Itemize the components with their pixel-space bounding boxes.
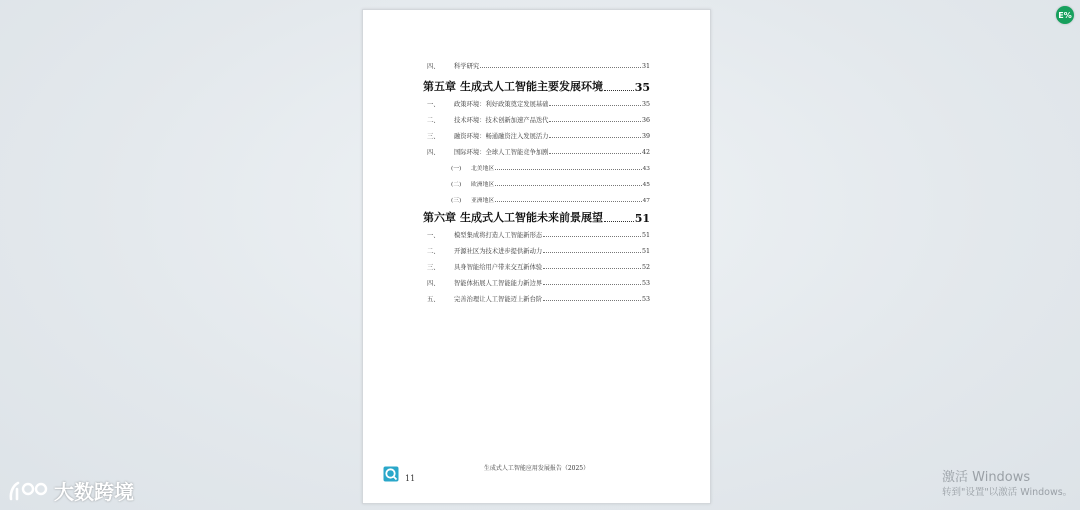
toc-entry-title: 科学研究 [454,63,480,70]
windows-activation-notice [942,470,1072,499]
page-number: 11 [405,474,416,483]
toc-entry-number: 五、 [427,296,440,303]
toc-entry-number: 四、 [427,149,440,156]
toc-subsection-row [451,163,650,172]
toc-entry-page: 43 [642,166,650,172]
toc-entry-page: 53 [641,280,650,287]
windows-activation-hint: 转到"设置"以激活 Windows。 [942,487,1073,498]
toc-dot-leader [543,283,641,285]
toc-entry-title: 智能体拓展人工智能能力新边界 [454,280,543,287]
toc-entry-number: 四、 [427,280,440,287]
toc-entry-title: 亚洲地区 [471,198,495,204]
toc-entry-page: 31 [641,63,650,70]
toc-entry-title: 政策环境：利好政策奠定发展基础 [454,101,549,108]
table-of-contents [363,10,710,503]
toc-entry-number: (二) [451,182,462,188]
toc-dot-leader [495,168,641,170]
toc-dot-leader [549,104,641,106]
toc-entry-title: 模型集成将打造人工智能新形态 [454,232,543,239]
toc-entry-title: 完善治理让人工智能迈上新台阶 [454,296,543,303]
toc-dot-leader [543,299,641,301]
toc-chapter-row [423,78,650,94]
toc-entry-title: 欧洲地区 [471,182,495,188]
toc-entry-page: 36 [641,117,650,124]
toc-section-row [427,147,650,156]
toc-entry-number: 三、 [427,264,440,271]
watermark [8,476,134,505]
toc-dot-leader [604,220,634,222]
toc-entry-page: 52 [641,264,650,271]
toc-entry-title: 北美地区 [471,166,495,172]
toc-entry-number: (三) [451,198,462,204]
toc-dot-leader [543,267,641,269]
toc-entry-number: (一) [451,166,462,172]
toc-subsection-row [451,179,650,188]
toc-entry-page: 45 [642,182,650,188]
toc-entry-page: 51 [634,212,650,225]
toc-section-row [427,278,650,287]
watermark-text: 大数跨境 [54,480,134,504]
toc-entry-number: 四、 [427,63,440,70]
toc-dot-leader [604,89,634,91]
toc-entry-page: 51 [641,248,650,255]
toc-section-row [427,294,650,303]
toc-section-row [427,99,650,108]
toc-dot-leader [549,152,641,154]
toc-entry-page: 51 [641,232,650,239]
toc-section-row [427,246,650,255]
toc-entry-number: 二、 [427,117,440,124]
toc-entry-page: 42 [641,149,650,156]
toc-entry-number: 第六章 [423,211,456,224]
toc-entry-number: 第五章 [423,80,456,93]
toc-dot-leader [543,235,641,237]
windows-activation-title: 激活 Windows [942,470,1031,485]
toc-chapter-row [423,209,650,225]
toc-section-row [427,61,650,70]
toc-entry-page: 53 [641,296,650,303]
toc-section-row [427,262,650,271]
toc-dot-leader [549,136,641,138]
extension-badge-label: E% [1058,10,1072,20]
toc-entry-number: 一、 [427,232,440,239]
toc-entry-title: 生成式人工智能主要发展环境 [460,80,603,93]
toc-entry-title: 国际环境：全球人工智能竞争加剧 [454,149,549,156]
toc-entry-number: 一、 [427,101,440,108]
toc-dot-leader [543,251,641,253]
toc-dot-leader [549,120,641,122]
footer-title: 生成式人工智能应用发展报告（2025） [483,465,590,472]
toc-entry-title: 生成式人工智能未来前景展望 [460,211,603,224]
toc-section-row [427,115,650,124]
toc-entry-title: 融资环境：畅通融资注入发展活力 [454,133,549,140]
toc-entry-number: 三、 [427,133,440,140]
extension-badge-icon[interactable] [1056,6,1074,24]
toc-section-row [427,131,650,140]
toc-entry-page: 47 [642,198,650,204]
document-page [362,9,711,504]
watermark-logo-icon [8,479,50,503]
toc-entry-title: 技术环境：技术创新加速产品迭代 [454,117,549,124]
toc-dot-leader [480,66,641,68]
toc-entry-title: 开源社区为技术进步提供新动力 [454,248,543,255]
toc-entry-page: 35 [634,81,650,94]
toc-entry-number: 二、 [427,248,440,255]
toc-entry-page: 35 [641,101,650,108]
toc-dot-leader [495,184,641,186]
toc-entry-page: 39 [641,133,650,140]
toc-dot-leader [495,200,641,202]
toc-section-row [427,230,650,239]
toc-subsection-row [451,195,650,204]
toc-entry-title: 具身智能给用户带来交互新体验 [454,264,543,271]
